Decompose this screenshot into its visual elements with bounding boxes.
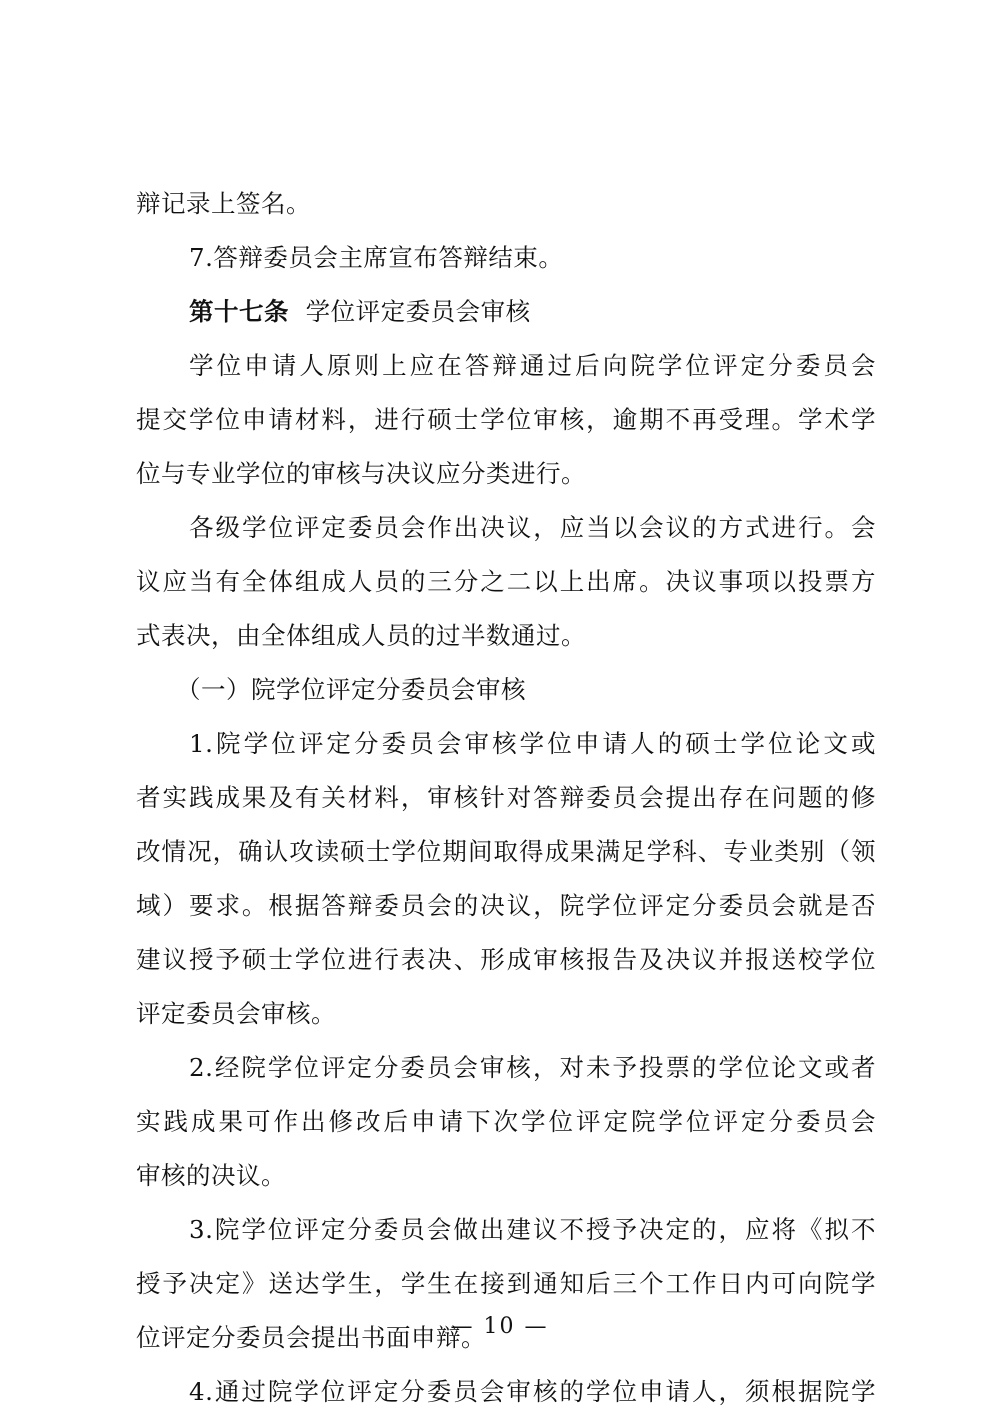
paragraph-line: 2.经院学位评定分委员会审核，对未予投票的学位论文或者 <box>189 1053 876 1082</box>
article-number: 第十七条 <box>189 297 289 326</box>
paragraph-line: 辩记录上签名。 <box>136 189 311 218</box>
paragraph-line: 学位申请人原则上应在答辩通过后向院学位评定分委员会 <box>189 351 876 380</box>
body-text <box>136 177 876 1419</box>
page-number: — 10 — <box>450 1314 549 1339</box>
paragraph-line: 1.院学位评定分委员会审核学位申请人的硕士学位论文或 <box>189 729 876 758</box>
paragraph-line: 式表决，由全体组成人员的过半数通过。 <box>136 621 586 650</box>
paragraph-line: 各级学位评定委员会作出决议，应当以会议的方式进行。会 <box>189 513 876 542</box>
paragraph-line: 7.答辩委员会主席宣布答辩结束。 <box>189 243 564 272</box>
paragraph-line: 实践成果可作出修改后申请下次学位评定院学位评定分委员会 <box>136 1107 876 1136</box>
article-title: 学位评定委员会审核 <box>305 297 531 326</box>
paragraph-line: 4.通过院学位评定分委员会审核的学位申请人，须根据院学 <box>189 1377 876 1406</box>
article-heading <box>136 285 876 339</box>
paragraph-line: 提交学位申请材料，进行硕士学位审核，逾期不再受理。学术学 <box>136 405 876 434</box>
section-heading: （一）院学位评定分委员会审核 <box>176 675 526 704</box>
paragraph-line: 3.院学位评定分委员会做出建议不授予决定的，应将《拟不 <box>189 1215 876 1244</box>
paragraph-line: 位与专业学位的审核与决议应分类进行。 <box>136 459 586 488</box>
paragraph-line: 者实践成果及有关材料，审核针对答辩委员会提出存在问题的修 <box>136 783 876 812</box>
paragraph-line: 位评定分委员会提出书面申辩。 <box>136 1323 486 1352</box>
paragraph-line: 改情况，确认攻读硕士学位期间取得成果满足学科、专业类别（领 <box>136 837 876 866</box>
paragraph-line: 议应当有全体组成人员的三分之二以上出席。决议事项以投票方 <box>136 567 876 596</box>
paragraph-line: 评定委员会审核。 <box>136 999 336 1028</box>
paragraph-line: 建议授予硕士学位进行表决、形成审核报告及决议并报送校学位 <box>136 945 876 974</box>
paragraph-line: 域）要求。根据答辩委员会的决议，院学位评定分委员会就是否 <box>136 891 876 920</box>
paragraph-line: 授予决定》送达学生，学生在接到通知后三个工作日内可向院学 <box>136 1269 876 1298</box>
paragraph-line: 审核的决议。 <box>136 1161 286 1190</box>
